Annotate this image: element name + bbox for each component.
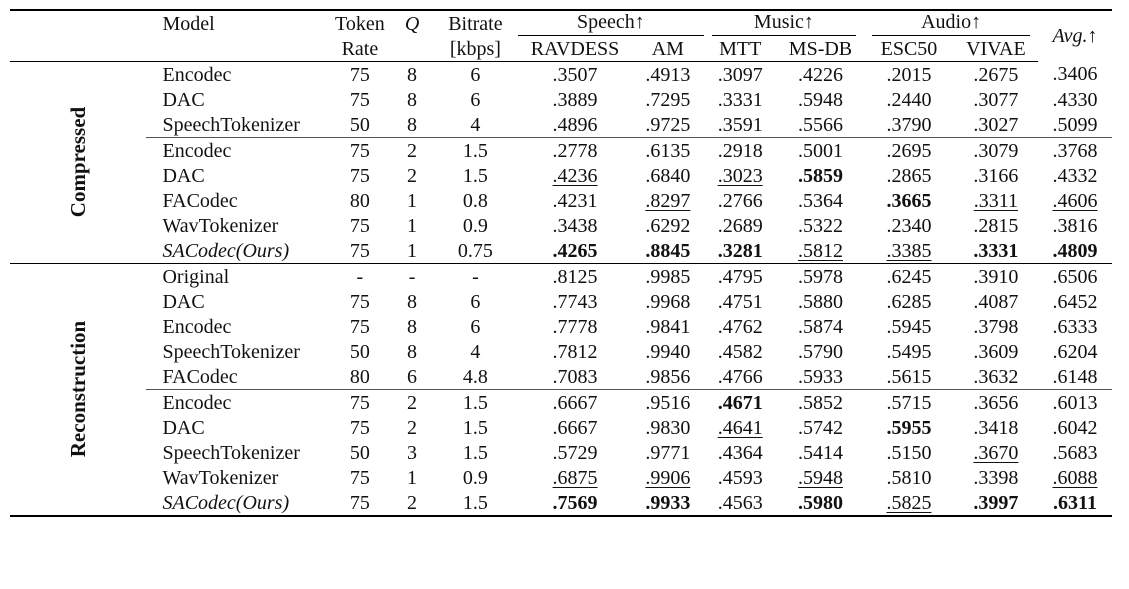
- cell-esc50: .3385: [886, 239, 932, 262]
- cell-esc50: .5150: [886, 441, 932, 464]
- cell-bitrate: 0.8: [462, 189, 488, 212]
- cell-ravdess: .4896: [552, 113, 598, 136]
- results-table: [10, 9, 1112, 517]
- cell-mtt: .3591: [717, 113, 763, 136]
- cell-avg: .6088: [1052, 466, 1098, 489]
- cell-vivae: .3632: [973, 365, 1019, 388]
- cell-bitrate: -: [472, 265, 479, 288]
- cell-bitrate: 0.9: [462, 466, 488, 489]
- cell-vivae: .3166: [973, 164, 1019, 187]
- cell-am: .9771: [645, 441, 691, 464]
- cell-avg: .4330: [1052, 88, 1098, 111]
- cell-bitrate: 6: [470, 315, 481, 338]
- cell-vivae: .3398: [973, 466, 1019, 489]
- cell-am: .4913: [645, 63, 691, 86]
- cell-ravdess: .6667: [552, 391, 598, 414]
- cell-mtt: .4766: [717, 365, 763, 388]
- header-row-1: [10, 10, 1112, 36]
- cell-msdb: .5948: [797, 466, 843, 489]
- cell-avg: .4606: [1052, 189, 1098, 212]
- table-row: [10, 213, 1112, 238]
- cell-vivae: .3997: [973, 491, 1019, 514]
- cell-msdb: .5980: [797, 491, 843, 514]
- cell-msdb: .5852: [797, 391, 843, 414]
- table-row: [10, 289, 1112, 314]
- table-row: [10, 87, 1112, 112]
- cell-esc50: .5615: [886, 365, 932, 388]
- cell-token-rate: 75: [349, 63, 370, 86]
- cell-token-rate: 75: [328, 490, 391, 516]
- cell-avg: .6013: [1052, 391, 1098, 414]
- cell-token-rate: 80: [349, 189, 370, 212]
- cell-avg: .3406: [1052, 63, 1098, 86]
- cell-model: DAC: [162, 88, 205, 111]
- cell-vivae: .3027: [973, 113, 1019, 136]
- cell-ravdess: .6667: [552, 416, 598, 439]
- cell-token-rate: 75: [328, 390, 391, 416]
- cell-avg: .4332: [1052, 164, 1098, 187]
- cell-q: 2: [407, 416, 418, 439]
- cell-model: SpeechTokenizer: [162, 441, 300, 464]
- cell-esc50: .2865: [886, 164, 932, 187]
- cell-vivae: .3910: [973, 265, 1019, 288]
- cell-mtt: .4582: [717, 340, 763, 363]
- cell-token-rate: -: [356, 265, 364, 288]
- cell-ravdess: .7778: [552, 315, 598, 338]
- header-token-rate-1: Token: [328, 10, 391, 36]
- cell-token-rate: 75: [349, 164, 370, 187]
- cell-model: DAC: [162, 290, 205, 313]
- cell-bitrate: 4: [470, 340, 481, 363]
- cell-avg: .6311: [1053, 491, 1097, 514]
- cell-esc50: .5955: [886, 416, 932, 439]
- cell-token-rate: 75: [349, 290, 370, 313]
- table-row: [10, 415, 1112, 440]
- cell-mtt: .2918: [717, 139, 763, 162]
- table-row: [10, 138, 1112, 164]
- cell-ravdess: .8125: [552, 265, 598, 288]
- header-token-rate-2: Rate: [328, 36, 391, 62]
- cell-avg: .6333: [1052, 315, 1098, 338]
- cell-am: .9516: [645, 391, 691, 414]
- header-esc50: ESC50: [864, 36, 954, 62]
- cell-q: 8: [407, 290, 418, 313]
- table-row: [10, 490, 1112, 516]
- cell-bitrate: 4.8: [462, 365, 488, 388]
- cell-esc50: .2440: [886, 88, 932, 111]
- cell-vivae: .3079: [973, 139, 1019, 162]
- cell-msdb: .5364: [797, 189, 843, 212]
- cell-token-rate: 75: [349, 88, 370, 111]
- header-bitrate-1: Bitrate: [433, 10, 518, 36]
- cell-bitrate: 1.5: [462, 416, 488, 439]
- table-row: [10, 112, 1112, 138]
- cell-vivae: .3670: [973, 441, 1019, 464]
- cell-msdb: .5874: [797, 315, 843, 338]
- cell-ravdess: .7083: [552, 365, 598, 388]
- cell-avg: .6042: [1052, 416, 1098, 439]
- cell-esc50: .2340: [886, 214, 932, 237]
- header-row-2: [10, 36, 1112, 62]
- cell-esc50: .6285: [886, 290, 932, 313]
- cell-model: SACodec(Ours): [146, 490, 328, 516]
- cell-am: .7295: [645, 88, 691, 111]
- cell-token-rate: 80: [349, 365, 370, 388]
- header-model: Model: [146, 10, 328, 36]
- cell-avg: .6148: [1052, 365, 1098, 388]
- header-music-group: [704, 10, 865, 36]
- cell-mtt: .4751: [717, 290, 763, 313]
- header-ravdess: RAVDESS: [518, 36, 632, 62]
- header-mtt: MTT: [704, 36, 777, 62]
- cell-avg: .6452: [1052, 290, 1098, 313]
- cell-msdb: .5001: [797, 139, 843, 162]
- cell-esc50: .3665: [886, 189, 932, 212]
- cell-bitrate: 6: [470, 63, 481, 86]
- cell-q: 2: [391, 138, 432, 164]
- cell-token-rate: 75: [349, 214, 370, 237]
- cell-vivae: .4087: [973, 290, 1019, 313]
- cell-am: .9985: [645, 265, 691, 288]
- cell-esc50: .5825: [886, 491, 932, 514]
- table-row: [10, 238, 1112, 264]
- cell-mtt: .4762: [717, 315, 763, 338]
- cell-q: 1: [407, 189, 418, 212]
- cell-msdb: .5812: [797, 239, 843, 262]
- table-row: [10, 62, 1112, 88]
- cell-esc50: .5495: [886, 340, 932, 363]
- cell-esc50: .2695: [886, 139, 932, 162]
- cell-bitrate: 0.75: [433, 238, 518, 264]
- cell-am: .9906: [645, 466, 691, 489]
- cell-ravdess: .3889: [552, 88, 598, 111]
- header-speech-group: [518, 10, 704, 36]
- cell-mtt: .3281: [717, 239, 763, 262]
- cell-am: .9830: [645, 416, 691, 439]
- cell-am: .9940: [645, 340, 691, 363]
- cell-token-rate: 75: [349, 315, 370, 338]
- cell-am: .8297: [645, 189, 691, 212]
- cell-model: Encodec: [162, 315, 232, 338]
- cell-esc50: .5715: [886, 391, 932, 414]
- cell-token-rate: 50: [349, 113, 370, 136]
- cell-bitrate: 1.5: [462, 164, 488, 187]
- cell-ravdess: .2778: [552, 139, 598, 162]
- cell-model: WavTokenizer: [162, 466, 279, 489]
- cell-vivae: .3798: [973, 315, 1019, 338]
- cell-msdb: .5790: [797, 340, 843, 363]
- cell-q: 8: [407, 88, 418, 111]
- cell-am: .6135: [645, 139, 691, 162]
- cell-token-rate: 75: [349, 416, 370, 439]
- cell-ravdess: .3507: [552, 63, 598, 86]
- cell-model: SACodec(Ours): [146, 238, 328, 264]
- table-row: [10, 264, 1112, 290]
- cell-ravdess: .7569: [552, 491, 598, 514]
- header-audio: Audio↑: [872, 11, 1030, 36]
- cell-avg: .5099: [1052, 113, 1098, 136]
- cell-q: 2: [391, 390, 432, 416]
- cell-q: 8: [407, 113, 418, 136]
- cell-mtt: .3097: [717, 63, 763, 86]
- cell-msdb: .5933: [797, 365, 843, 388]
- cell-bitrate: 1.5: [433, 390, 518, 416]
- header-q: Q: [391, 10, 432, 36]
- cell-vivae: .3311: [973, 189, 1019, 212]
- header-speech: Speech↑: [518, 11, 704, 36]
- cell-q: 2: [391, 490, 432, 516]
- cell-model: FACodec: [162, 189, 238, 212]
- cell-am: .9841: [645, 315, 691, 338]
- cell-mtt: .3331: [717, 88, 763, 111]
- cell-mtt: .4364: [717, 441, 763, 464]
- cell-bitrate: 6: [470, 290, 481, 313]
- cell-avg: .4809: [1052, 239, 1098, 262]
- table-row: [10, 364, 1112, 390]
- cell-ravdess: .7743: [552, 290, 598, 313]
- cell-ravdess: .6875: [552, 466, 598, 489]
- cell-q: 3: [407, 441, 418, 464]
- cell-ravdess: .4265: [552, 239, 598, 262]
- cell-model: FACodec: [162, 365, 238, 388]
- cell-vivae: .2815: [973, 214, 1019, 237]
- header-msdb: MS-DB: [777, 36, 864, 62]
- cell-bitrate: 4: [470, 113, 481, 136]
- cell-mtt: .3023: [717, 164, 763, 187]
- table-row: [10, 465, 1112, 490]
- cell-esc50: .5810: [886, 466, 932, 489]
- table-row: [10, 314, 1112, 339]
- header-bitrate-2: [kbps]: [433, 36, 518, 62]
- cell-model: SpeechTokenizer: [162, 113, 300, 136]
- cell-bitrate: 1.5: [433, 490, 518, 516]
- cell-vivae: .3656: [973, 391, 1019, 414]
- cell-ravdess: .5729: [552, 441, 598, 464]
- cell-am: .9856: [645, 365, 691, 388]
- cell-am: .6292: [645, 214, 691, 237]
- cell-am: .9933: [645, 491, 691, 514]
- section-label-compressed: Compressed: [66, 106, 91, 218]
- cell-esc50: .3790: [886, 113, 932, 136]
- cell-token-rate: 50: [349, 441, 370, 464]
- cell-model: WavTokenizer: [162, 214, 279, 237]
- table-row: [10, 339, 1112, 364]
- header-avg: Avg.↑: [1038, 10, 1112, 62]
- cell-model: SpeechTokenizer: [162, 340, 300, 363]
- cell-model: DAC: [162, 164, 205, 187]
- table-row: [10, 440, 1112, 465]
- cell-q: -: [408, 265, 416, 288]
- cell-mtt: .4671: [717, 391, 763, 414]
- cell-msdb: .5566: [797, 113, 843, 136]
- cell-ravdess: .3438: [552, 214, 598, 237]
- cell-mtt: .2689: [717, 214, 763, 237]
- cell-vivae: .3077: [973, 88, 1019, 111]
- cell-am: .8845: [645, 239, 691, 262]
- cell-mtt: .2766: [717, 189, 763, 212]
- cell-esc50: .6245: [886, 265, 932, 288]
- cell-msdb: .5978: [797, 265, 843, 288]
- cell-q: 1: [407, 214, 418, 237]
- cell-avg: .5683: [1052, 441, 1098, 464]
- cell-model: Original: [162, 265, 230, 288]
- cell-token-rate: 75: [328, 138, 391, 164]
- cell-msdb: .5742: [797, 416, 843, 439]
- cell-msdb: .5880: [797, 290, 843, 313]
- cell-bitrate: 1.5: [433, 138, 518, 164]
- cell-avg: .6204: [1052, 340, 1098, 363]
- cell-model: DAC: [162, 416, 205, 439]
- cell-q: 8: [407, 340, 418, 363]
- table-row: [10, 163, 1112, 188]
- cell-bitrate: 0.9: [462, 214, 488, 237]
- cell-msdb: .5859: [797, 164, 843, 187]
- cell-model: Encodec: [146, 138, 328, 164]
- cell-vivae: .3331: [973, 239, 1019, 262]
- cell-msdb: .5948: [797, 88, 843, 111]
- cell-model: Encodec: [146, 390, 328, 416]
- cell-token-rate: 75: [328, 238, 391, 264]
- cell-am: .6840: [645, 164, 691, 187]
- cell-mtt: .4795: [717, 265, 763, 288]
- cell-q: 1: [391, 238, 432, 264]
- cell-ravdess: .4231: [552, 189, 598, 212]
- cell-esc50: .5945: [886, 315, 932, 338]
- header-music: Music↑: [712, 11, 857, 36]
- cell-q: 2: [407, 164, 418, 187]
- cell-avg: .6506: [1052, 265, 1098, 288]
- cell-esc50: .2015: [886, 63, 932, 86]
- cell-msdb: .5322: [797, 214, 843, 237]
- cell-q: 6: [407, 365, 418, 388]
- cell-avg: .3816: [1052, 214, 1098, 237]
- table-row: [10, 188, 1112, 213]
- cell-avg: .3768: [1052, 139, 1098, 162]
- cell-vivae: .3609: [973, 340, 1019, 363]
- cell-q: 8: [407, 63, 418, 86]
- cell-ravdess: .4236: [552, 164, 598, 187]
- cell-vivae: .2675: [973, 63, 1019, 86]
- cell-bitrate: 1.5: [462, 441, 488, 464]
- cell-msdb: .5414: [797, 441, 843, 464]
- cell-mtt: .4593: [717, 466, 763, 489]
- cell-mtt: .4641: [717, 416, 763, 439]
- cell-q: 8: [407, 315, 418, 338]
- header-vivae: VIVAE: [954, 36, 1038, 62]
- table-row: [10, 390, 1112, 416]
- cell-model: Encodec: [162, 63, 232, 86]
- section-label-reconstruction: Reconstruction: [66, 320, 91, 458]
- cell-q: 1: [407, 466, 418, 489]
- cell-am: .9968: [645, 290, 691, 313]
- cell-am: .9725: [645, 113, 691, 136]
- cell-token-rate: 75: [349, 466, 370, 489]
- cell-bitrate: 6: [470, 88, 481, 111]
- header-audio-group: [864, 10, 1038, 36]
- cell-ravdess: .7812: [552, 340, 598, 363]
- cell-vivae: .3418: [973, 416, 1019, 439]
- header-am: AM: [632, 36, 704, 62]
- cell-mtt: .4563: [717, 491, 763, 514]
- cell-token-rate: 50: [349, 340, 370, 363]
- cell-msdb: .4226: [797, 63, 843, 86]
